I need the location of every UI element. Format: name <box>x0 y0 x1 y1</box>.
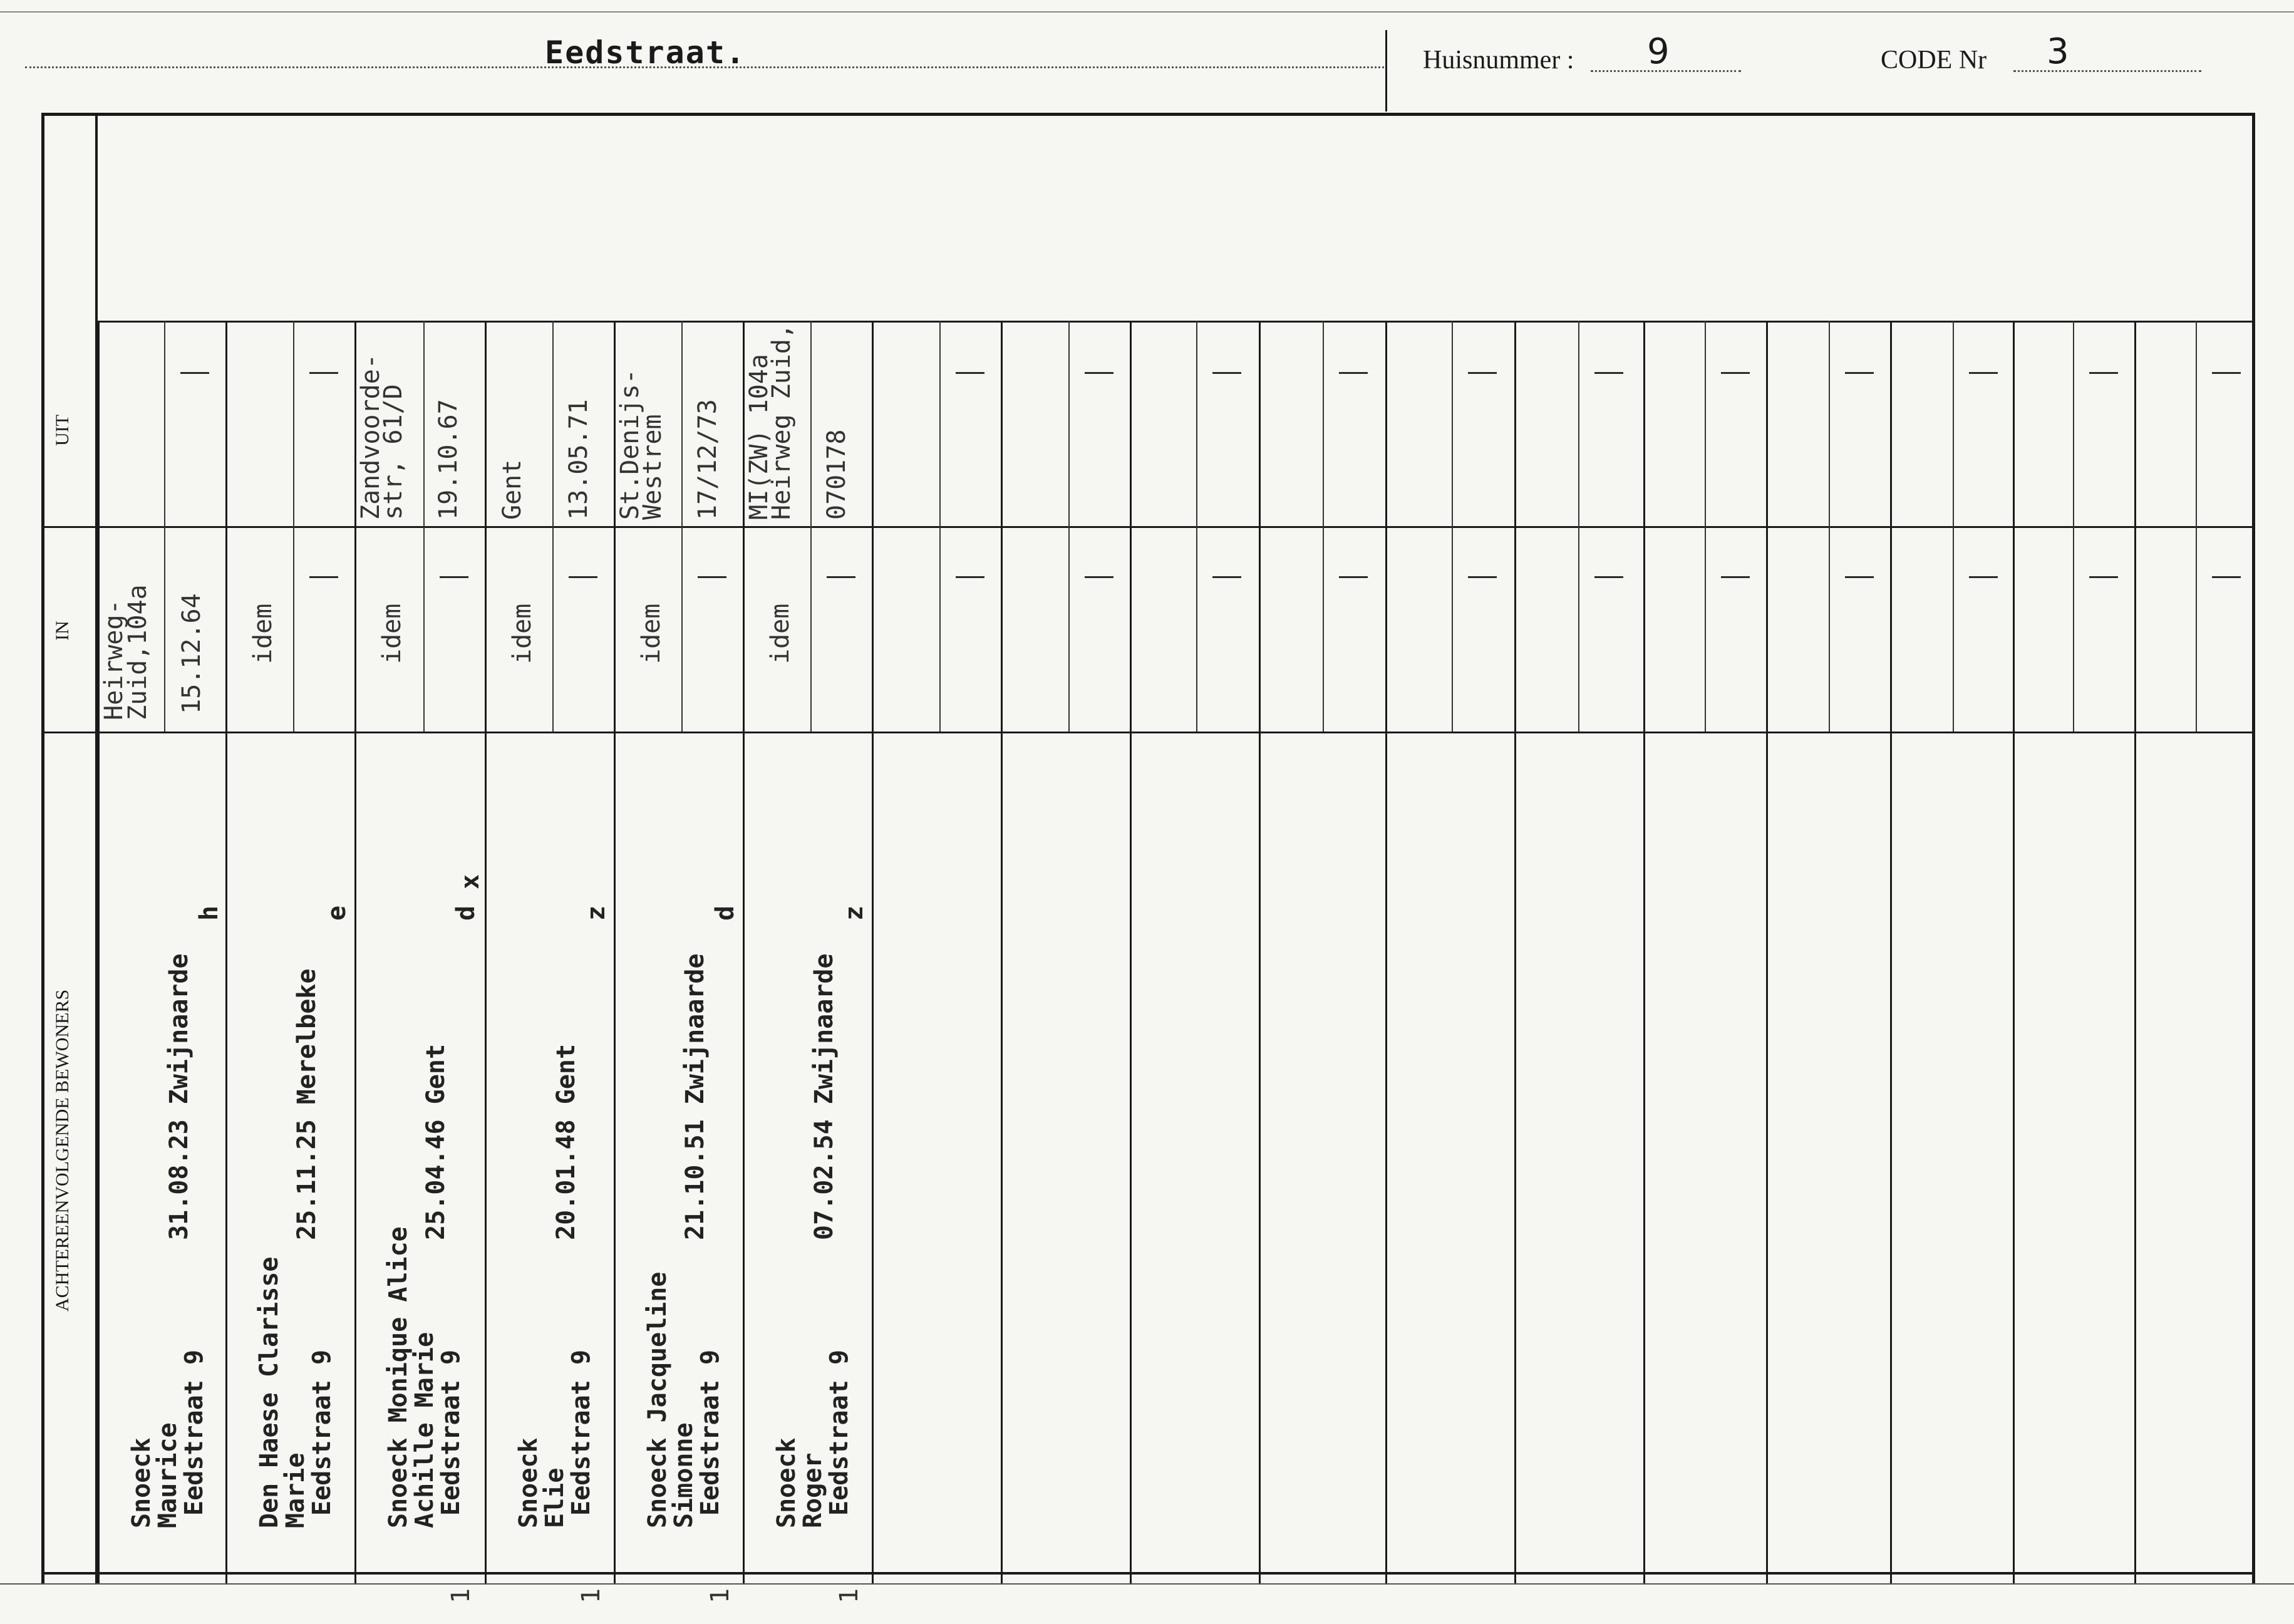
in-place: idem <box>508 603 537 664</box>
empty-cell-dash <box>2212 576 2241 578</box>
empty-cell-dash <box>309 576 338 578</box>
code-dotted-line <box>2013 70 2201 72</box>
in-place: idem <box>766 603 795 664</box>
empty-cell-dash <box>698 576 726 578</box>
empty-cell-dash <box>956 372 984 374</box>
resident-given-names: Roger <box>798 1452 827 1528</box>
sub-column-divider <box>1829 321 1830 732</box>
column-divider <box>225 321 227 1585</box>
in-residents-divider <box>41 732 2255 733</box>
out-place-line2: Heirweg Zuid, <box>767 323 796 520</box>
sub-column-divider <box>810 321 812 732</box>
resident-birth-date-place: 21.10.51 Zwijnaarde <box>681 953 710 1240</box>
empty-cell-dash <box>2089 576 2118 578</box>
top-section-divider <box>95 321 2253 323</box>
resident-surname: Den Haese Clarisse <box>255 1256 284 1528</box>
sub-column-divider <box>1578 321 1579 732</box>
resident-surname: Snoeck <box>127 1437 156 1528</box>
empty-cell-dash <box>827 576 855 578</box>
bottom-mark: 1 <box>706 1588 735 1603</box>
column-divider <box>872 321 874 1585</box>
out-date: 19.10.67 <box>434 399 463 520</box>
resident-surname: Snoeck <box>514 1437 543 1528</box>
empty-cell-dash <box>1594 372 1623 374</box>
frame-top <box>41 113 2255 116</box>
empty-cell-dash <box>1845 576 1874 578</box>
in-date: 15.12.64 <box>177 593 206 714</box>
sub-column-divider <box>1452 321 1453 732</box>
column-divider <box>485 321 487 1585</box>
top-edge-line <box>0 11 2294 13</box>
sub-column-divider <box>1953 321 1954 732</box>
frame-left <box>41 113 44 1585</box>
column-divider <box>1259 321 1261 1585</box>
empty-cell-dash <box>956 576 984 578</box>
empty-cell-dash <box>1468 576 1497 578</box>
sub-column-divider <box>1196 321 1197 732</box>
resident-code-letter: z <box>582 905 611 921</box>
resident-mark: x <box>456 874 485 889</box>
out-place-line2: Westrem <box>638 414 667 520</box>
sub-column-divider <box>1068 321 1070 732</box>
bottom-edge-line <box>0 1583 2294 1585</box>
sub-column-divider <box>423 321 425 732</box>
resident-given-names: Achille Marie <box>410 1332 439 1528</box>
column-divider <box>1130 321 1132 1585</box>
empty-cell-dash <box>1594 576 1623 578</box>
empty-cell-dash <box>1969 576 1998 578</box>
in-place: idem <box>249 603 277 664</box>
street-name: Eedstraat. <box>545 34 747 71</box>
empty-cell-dash <box>1721 372 1750 374</box>
column-divider <box>1890 321 1892 1585</box>
sub-column-divider <box>1705 321 1706 732</box>
sub-column-divider <box>2073 321 2074 732</box>
in-place: idem <box>637 603 666 664</box>
resident-given-names: Simonne <box>669 1422 698 1528</box>
out-place: St.Denijs- <box>616 369 644 520</box>
header-divider <box>1385 30 1387 111</box>
out-date: 13.05.71 <box>564 399 593 520</box>
empty-cell-dash <box>569 576 597 578</box>
out-place: Gent <box>498 459 527 520</box>
in-place: idem <box>378 603 406 664</box>
empty-cell-dash <box>2089 372 2118 374</box>
out-place: Zandvoorde- <box>356 354 385 520</box>
empty-cell-dash <box>1845 372 1874 374</box>
resident-address: Eedstraat 9 <box>696 1350 725 1516</box>
bottom-mark: 1 <box>577 1588 606 1603</box>
empty-cell-dash <box>1339 372 1368 374</box>
sub-column-divider <box>2196 321 2197 732</box>
empty-cell-dash <box>1212 576 1241 578</box>
resident-address: Eedstraat 9 <box>437 1350 465 1516</box>
empty-cell-dash <box>1468 372 1497 374</box>
frame-right <box>2252 113 2255 1585</box>
empty-cell-dash <box>2212 372 2241 374</box>
sub-column-divider <box>552 321 554 732</box>
sub-column-divider <box>939 321 941 732</box>
empty-cell-dash <box>440 576 468 578</box>
sub-column-divider <box>293 321 294 732</box>
sub-column-divider <box>1323 321 1324 732</box>
resident-birth-date-place: 20.01.48 Gent <box>552 1043 581 1240</box>
empty-cell-dash <box>309 372 338 374</box>
empty-cell-dash <box>180 372 209 374</box>
resident-given-names: Elie <box>540 1467 569 1528</box>
resident-surname: Snoeck Jacqueline <box>643 1271 672 1528</box>
resident-address: Eedstraat 9 <box>307 1350 336 1516</box>
column-divider <box>1385 321 1387 1585</box>
resident-address: Eedstraat 9 <box>567 1350 596 1516</box>
sub-column-divider <box>681 321 683 732</box>
resident-surname: Snoeck Monique Alice <box>384 1226 413 1528</box>
column-divider <box>2013 321 2015 1585</box>
in-label: IN <box>52 621 73 641</box>
code-value: 3 <box>2047 31 2069 72</box>
resident-address: Eedstraat 9 <box>180 1350 209 1516</box>
resident-code-letter: h <box>195 905 224 921</box>
resident-code-letter: d <box>711 905 740 921</box>
empty-cell-dash <box>1212 372 1241 374</box>
code-label: CODE Nr <box>1881 46 1987 75</box>
in-place-line2: Zuid,104a <box>123 584 152 720</box>
empty-cell-dash <box>1085 372 1113 374</box>
resident-birth-date-place: 07.02.54 Zwijnaarde <box>810 953 839 1240</box>
residents-label: ACHTEREENVOLGENDE BEWONERS <box>52 989 73 1312</box>
empty-cell-dash <box>1969 372 1998 374</box>
out-in-divider <box>41 526 2255 528</box>
out-place: MI(ZW) 104a <box>745 354 773 520</box>
empty-cell-dash <box>1721 576 1750 578</box>
resident-birth-date-place: 31.08.23 Zwijnaarde <box>165 953 194 1240</box>
empty-cell-dash <box>1339 576 1368 578</box>
resident-code-letter: z <box>840 905 869 921</box>
column-divider <box>98 321 100 1585</box>
frame-bottom <box>41 1572 2255 1575</box>
out-label: UIT <box>52 415 73 446</box>
sub-column-divider <box>164 321 165 732</box>
empty-cell-dash <box>1085 576 1113 578</box>
resident-surname: Snoeck <box>772 1437 801 1528</box>
resident-given-names: Marie <box>281 1452 310 1528</box>
out-date: 17/12/73 <box>693 399 722 520</box>
out-place-line2: str, 61/D <box>379 384 408 520</box>
house-number-value: 9 <box>1647 31 1670 72</box>
bottom-mark: 1 <box>447 1588 475 1603</box>
resident-address: Eedstraat 9 <box>825 1350 854 1516</box>
bottom-mark: 1 <box>835 1588 864 1603</box>
house-number-label: Huisnummer : <box>1423 46 1574 75</box>
resident-code-letter: d <box>452 905 480 921</box>
column-divider <box>1766 321 1768 1585</box>
resident-birth-date-place: 25.11.25 Merelbeke <box>292 968 321 1240</box>
in-place: Heirweg- <box>100 599 128 720</box>
resident-birth-date-place: 25.04.46 Gent <box>421 1043 450 1240</box>
column-divider <box>1643 321 1645 1585</box>
column-divider <box>2134 321 2136 1585</box>
column-divider <box>1514 321 1516 1585</box>
resident-code-letter: e <box>323 905 351 921</box>
resident-given-names: Maurice <box>153 1422 182 1528</box>
column-divider <box>1001 321 1003 1585</box>
out-date: 070178 <box>822 429 851 520</box>
